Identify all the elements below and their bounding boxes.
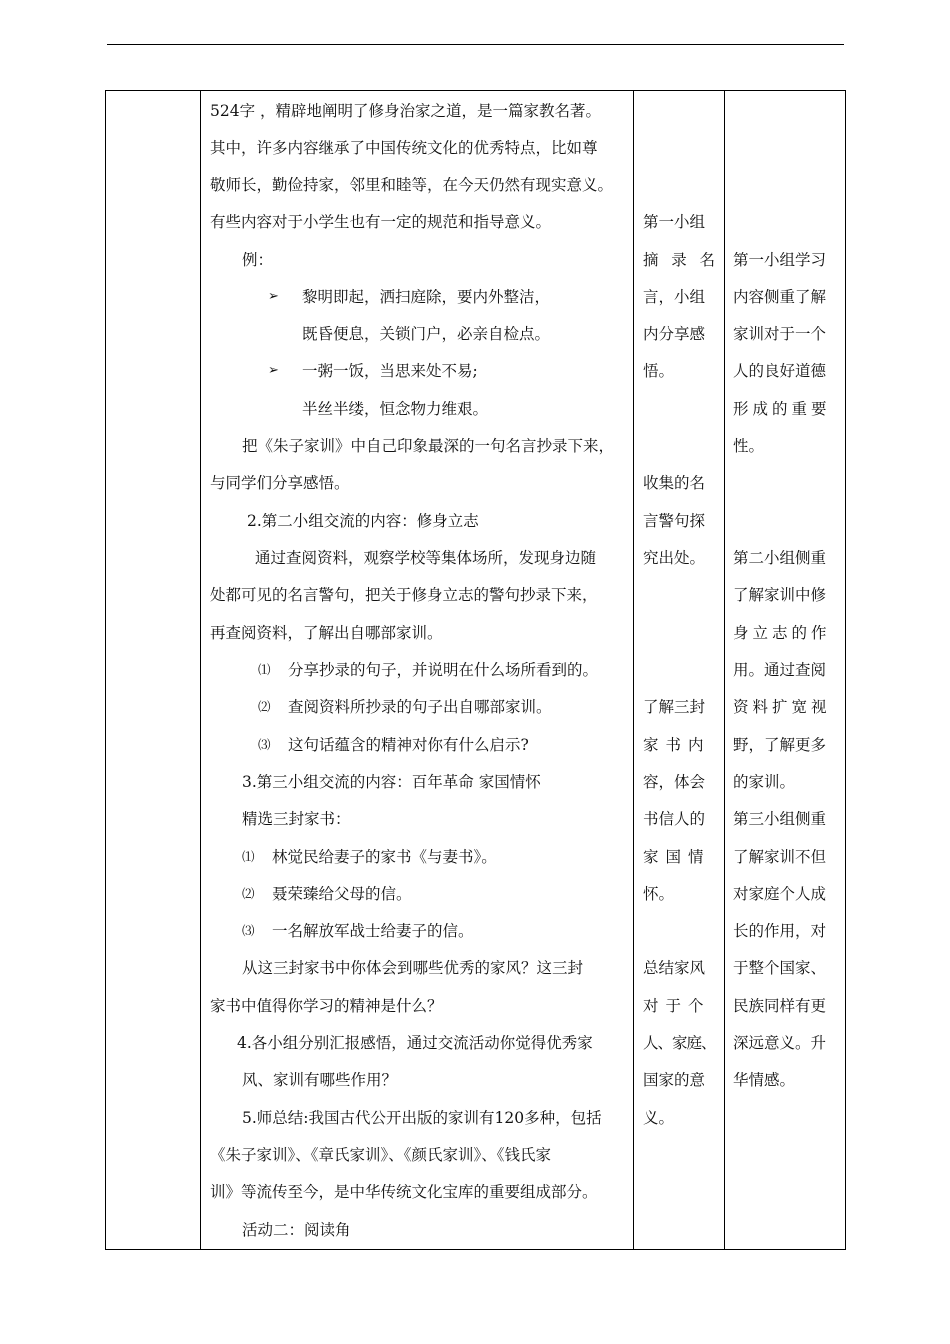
arrow-bullet-icon: ➢ [268,289,279,304]
content-line: 从这三封家书中你体会到哪些优秀的家风？这三封 [242,959,584,977]
content-line: 《朱子家训》、《章氏家训》、《颜氏家训》、《钱氏家 [210,1146,552,1164]
intent-line: 第二小组侧重 [733,549,827,567]
header-rule [107,44,844,45]
intent-line: 第一小组学习 [733,251,827,269]
content-line: 查阅资料所抄录的句子出自哪部家训。 [288,698,552,716]
item-number: ⑶ [242,923,255,938]
intent-line: 家训对于一个 [733,325,827,343]
content-line: 训》等流传至今，是中华传统文化宝库的重要组成部分。 [210,1183,598,1201]
column-divider-2 [633,90,634,1250]
intent-line: 的家训。 [733,773,796,791]
intent-line: 内容侧重了解 [733,288,827,306]
student-line: 容，体会 [643,773,706,791]
quote-line: 一粥一饭，当思来处不易; [302,362,478,380]
content-line: 其中，许多内容继承了中国传统文化的优秀特点，比如尊 [210,139,598,157]
content-line: 与同学们分享感悟。 [210,474,350,492]
content-line: 例： [242,251,274,269]
student-line: 怀。 [643,885,675,903]
intent-line: 第三小组侧重 [733,810,827,828]
intent-line: 人的良好道德 [733,362,827,380]
intent-line: 了解家训不但 [733,848,827,866]
content-line: 敬师长，勤俭持家，邻里和睦等，在今天仍然有现实意义。 [210,176,614,194]
item-number: ⑴ [258,662,271,677]
intent-line: 用。通过查阅 [733,661,827,679]
intent-line: 野，了解更多 [733,736,827,754]
student-line: 对于个 [643,997,711,1015]
content-line: 活动二：阅读角 [242,1221,351,1239]
column-divider-3 [724,90,725,1250]
section-heading: 5.师总结:我国古代公开出版的家训有120多种，包括 [242,1109,602,1127]
column-divider-1 [200,90,201,1250]
student-line: 了解三封 [643,698,706,716]
item-number: ⑵ [258,699,271,714]
intent-line: 性。 [733,437,765,455]
quote-line: 黎明即起，洒扫庭除，要内外整洁， [302,288,551,306]
item-number: ⑴ [242,849,255,864]
intent-line: 对家庭个人成 [733,885,827,903]
content-line: 一名解放军战士给妻子的信。 [272,922,474,940]
section-heading: 3.第三小组交流的内容：百年革命 家国情怀 [242,773,541,791]
student-line: 书信人的 [643,810,706,828]
quote-line: 既昏便息，关锁门户，必亲自检点。 [302,325,551,343]
content-line: 再查阅资料，了解出自哪部家训。 [210,624,443,642]
quote-line: 半丝半缕，恒念物力维艰。 [302,400,489,418]
intent-line: 深远意义。升 [733,1034,827,1052]
student-line: 言，小组 [643,288,706,306]
content-line: 处都可见的名言警句，把关于修身立志的警句抄录下来， [210,586,598,604]
item-number: ⑶ [258,737,271,752]
student-line: 总结家风 [643,959,706,977]
student-line: 家国情 [643,848,711,866]
student-line: 究出处。 [643,549,706,567]
section-heading: 2.第二小组交流的内容：修身立志 [247,512,479,530]
student-line: 第一小组 [643,213,706,231]
content-line: 精选三封家书： [242,810,351,828]
item-number: ⑵ [242,886,255,901]
section-heading: 4.各小组分别汇报感悟，通过交流活动你觉得优秀家 [237,1034,593,1052]
intent-line: 形成的重要 [733,400,831,418]
arrow-bullet-icon: ➢ [268,363,279,378]
student-line: 悟。 [643,362,675,380]
intent-line: 华情感。 [733,1071,796,1089]
student-line: 义。 [643,1109,675,1127]
content-line: 有些内容对于小学生也有一定的规范和指导意义。 [210,213,552,231]
intent-line: 身立志的作 [733,624,831,642]
content-line: 524字 ，精辟地阐明了修身治家之道，是一篇家教名著。 [210,102,602,120]
student-line: 收集的名 [643,474,706,492]
intent-line: 资料扩宽视 [733,698,831,716]
content-line: 分享抄录的句子，并说明在什么场所看到的。 [288,661,599,679]
content-line: 这句话蕴含的精神对你有什么启示? [288,736,529,754]
intent-line: 长的作用，对 [733,922,827,940]
student-line: 摘 录 名 [643,251,715,269]
intent-line: 民族同样有更 [733,997,827,1015]
content-line: 林觉民给妻子的家书《与妻书》。 [272,848,497,866]
student-line: 内分享感 [643,325,706,343]
student-line: 家书内 [643,736,711,754]
content-line: 家书中值得你学习的精神是什么？ [210,997,443,1015]
student-line: 言警句探 [643,512,706,530]
content-line: 聂荣臻给父母的信。 [272,885,412,903]
content-line: 风、家训有哪些作用？ [242,1071,398,1089]
intent-line: 于整个国家、 [733,959,827,977]
student-line: 人、家庭、 [643,1034,716,1052]
content-line: 通过查阅资料，观察学校等集体场所，发现身边随 [255,549,597,567]
intent-line: 了解家训中修 [733,586,827,604]
content-line: 把《朱子家训》中自己印象最深的一句名言抄录下来， [242,437,615,455]
student-line: 国家的意 [643,1071,706,1089]
